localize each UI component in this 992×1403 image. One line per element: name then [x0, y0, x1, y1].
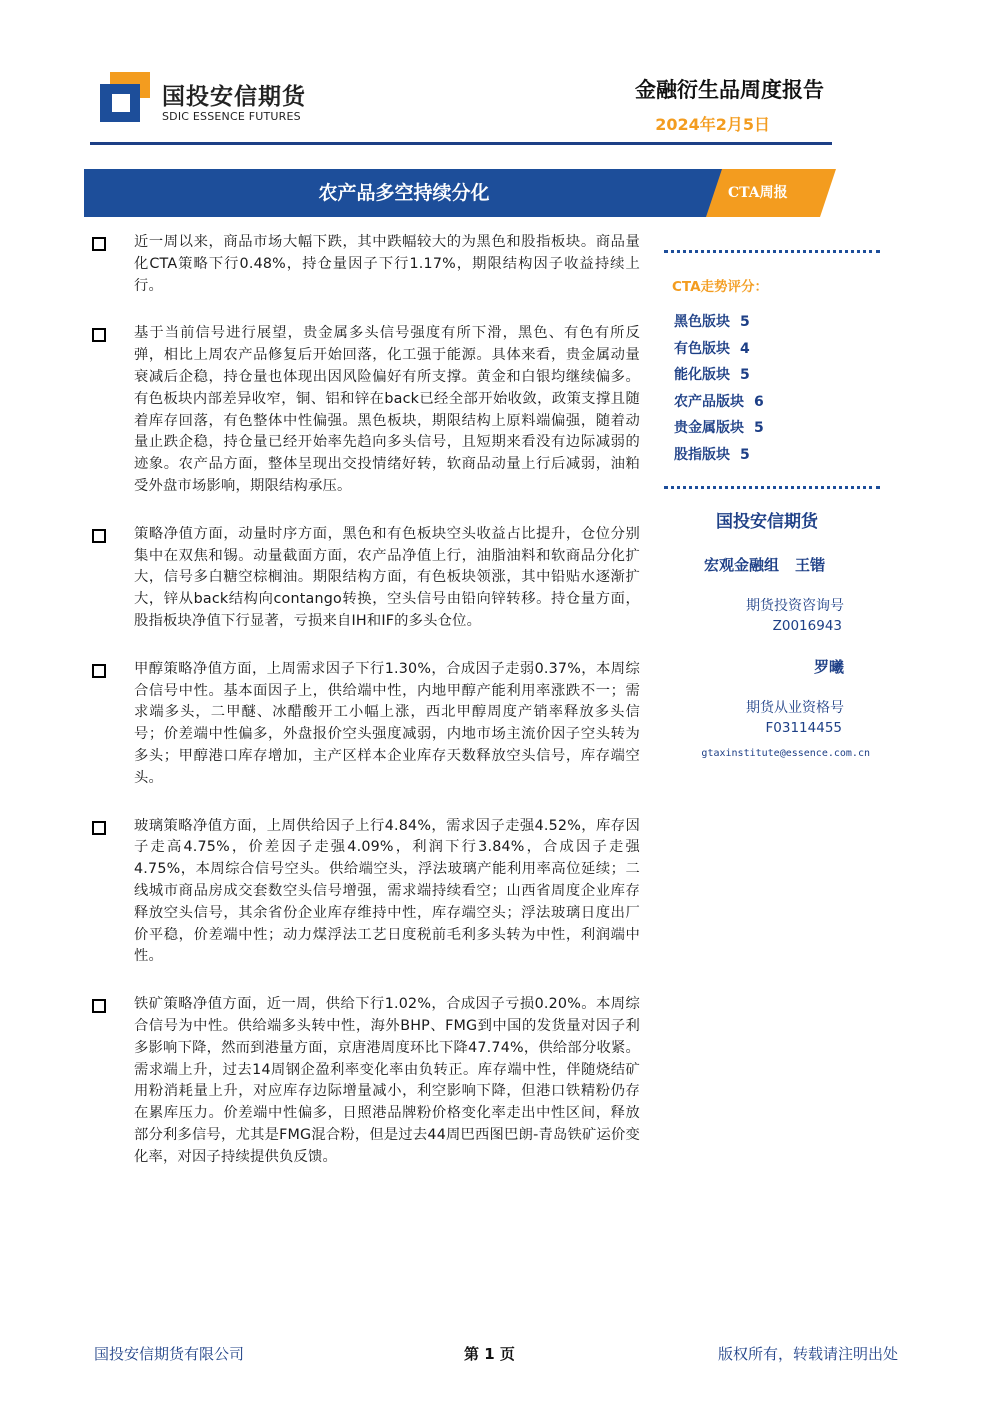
- sidebar-company-name: 国投安信期货: [716, 512, 818, 532]
- qualification-label: 期货投资咨询号: [746, 598, 844, 614]
- banner-title: 农产品多空持续分化: [318, 182, 490, 204]
- title-banner: [84, 169, 736, 217]
- sidebar-dotted-divider: [664, 486, 880, 489]
- banner-tag-label: CTA周报: [728, 185, 788, 201]
- bullet-text: 玻璃策略净值方面，上周供给因子上行4.84%，需求因子走强4.52%，库存因子走高4.75%，价差因子走强4.09%，利润下行3.84%，合成因子走强4.75%，本周综合信号空头。供给端空头，浮法玻璃产能利用率高位延续；二线城市商品房成交套数空头信号增强，需求端持续看空；山西省周度企业库存释放空头信号，其余省份企业库存维持中性，库存端空头；浮法玻璃日度出厂价平稳，价差端中性；动力煤浮法工艺日度税前毛利多头转为中性，利润端中性。: [134, 817, 640, 965]
- square-bullet-icon: [92, 529, 106, 543]
- header-divider: [90, 142, 832, 145]
- logo-english-name: SDIC ESSENCE FUTURES: [162, 110, 301, 123]
- square-bullet-icon: [92, 237, 106, 251]
- bullet-item: [92, 816, 640, 969]
- bullet-item: [92, 232, 640, 297]
- cta-score-list: [664, 309, 884, 468]
- bullet-item: [92, 659, 640, 790]
- page-number: 第 1 页: [464, 1345, 515, 1363]
- analyst-group-row: [664, 554, 884, 575]
- square-bullet-icon: [92, 328, 106, 342]
- footer-company: 国投安信期货有限公司: [94, 1345, 245, 1363]
- score-item-nonferrous: 有色版块 4: [674, 340, 750, 357]
- cta-score-heading: CTA走势评分：: [672, 279, 769, 295]
- score-item-precious-metals: 贵金属版块 5: [674, 420, 764, 436]
- main-content: [92, 232, 640, 1194]
- analyst-name: 罗曦: [813, 658, 844, 676]
- score-item-agriculture: 农产品版块 6: [674, 393, 764, 410]
- analyst-name: 王锴: [795, 556, 826, 574]
- report-title: 金融衍生品周度报告: [635, 78, 824, 102]
- square-bullet-icon: [92, 999, 106, 1013]
- qualification-number: F03114455: [765, 720, 842, 736]
- footer-copyright: 版权所有，转载请注明出处: [717, 1345, 898, 1363]
- bullet-text: 甲醇策略净值方面，上周需求因子下行1.30%，合成因子走弱0.37%，本周综合信号中性。基本面因子上，供给端中性，内地甲醇产能利用率涨跌不一；需求端多头，二甲醚、冰醋酸开工小幅上涨，西北甲醇周度产销率释放多头信号；价差端中性偏多，外盘报价空头强度减弱，内地市场主流价因子空头转为多头；甲醇港口库存增加，主产区样本企业库存天数释放空头信号，库存端空头。: [134, 660, 640, 786]
- logo-chinese-name: 国投安信期货: [162, 84, 306, 110]
- company-logo: [100, 72, 306, 132]
- contact-email: gtaxinstitute@essence.com.cn: [701, 748, 870, 759]
- qualification-number: Z0016943: [772, 618, 842, 634]
- bullet-text: 铁矿策略净值方面，近一周，供给下行1.02%，合成因子亏损0.20%。本周综合信号为中性。供给端多头转中性，海外BHP、FMG到中国的发货量对因子利多影响下降，然而到港量方面，京唐港周度环比下降47.74%，供给部分收紧。需求端上升，过去14周钢企盈利率变化率由负转正。库存端中性，伴随烧结矿用粉消耗量上升，对应库存边际增量减小，利空影响下降，但港口铁精粉仍存在累库压力。价差端中性偏多，日照港品牌粉价格变化率走出中性区间，释放部分利多信号，尤其是FMG混合粉，但是过去44周巴西图巴朗-青岛铁矿运价变化率，对因子持续提供负反馈。: [134, 996, 640, 1165]
- report-date: 2024年2月5日: [655, 115, 770, 134]
- sidebar: [664, 250, 884, 759]
- score-item-black: 黑色版块 5: [674, 314, 750, 330]
- score-item-energy-chemical: 能化版块 5: [674, 367, 750, 383]
- bullet-text: 策略净值方面，动量时序方面，黑色和有色板块空头收益占比提升，仓位分别集中在双焦和锡。动量截面方面，农产品净值上行，油脂油料和软商品分化扩大，信号多白糖空棕榈油。期限结构方面，有色板块领涨，其中铅贴水逐渐扩大，锌从back结构向contango转换，空头信号由铅向锌转移。持仓量方面，股指板块净值下行显著，亏损来自IH和IF的多头仓位。: [134, 525, 640, 629]
- bullet-item: [92, 524, 640, 633]
- analyst-group: 宏观金融组: [704, 556, 780, 574]
- score-item-stock-index: 股指版块 5: [674, 446, 750, 463]
- sidebar-dotted-divider: [664, 250, 880, 253]
- logo-mark-icon: [100, 72, 150, 122]
- qualification-label: 期货从业资格号: [746, 700, 844, 716]
- bullet-text: 基于当前信号进行展望，贵金属多头信号强度有所下滑，黑色、有色有所反弹，相比上周农产品修复后开始回落，化工强于能源。具体来看，贵金属动量衰减后企稳，持仓量也体现出因风险偏好有所支撑。黄金和白银均继续偏多。有色板块内部差异收窄，铜、铝和锌在back已经全部开始收敛，政策支撑且随着库存回落，有色整体中性偏强。黑色板块，期限结构上原料端偏强，随着动量止跌企稳，持仓量已经开始率先趋向多头信号，且短期来看没有边际减弱的迹象。农产品方面，整体呈现出交投情绪好转，软商品动量上行后减弱，油粕受外盘市场影响，期限结构承压。: [134, 325, 640, 494]
- banner-tag: [706, 169, 836, 217]
- bullet-item: [92, 994, 640, 1168]
- square-bullet-icon: [92, 664, 106, 678]
- bullet-text: 近一周以来，商品市场大幅下跌，其中跌幅较大的为黑色和股指板块。商品量化CTA策略下行0.48%，持仓量因子下行1.17%，期限结构因子收益持续上行。: [134, 234, 640, 294]
- bullet-item: [92, 323, 640, 497]
- square-bullet-icon: [92, 821, 106, 835]
